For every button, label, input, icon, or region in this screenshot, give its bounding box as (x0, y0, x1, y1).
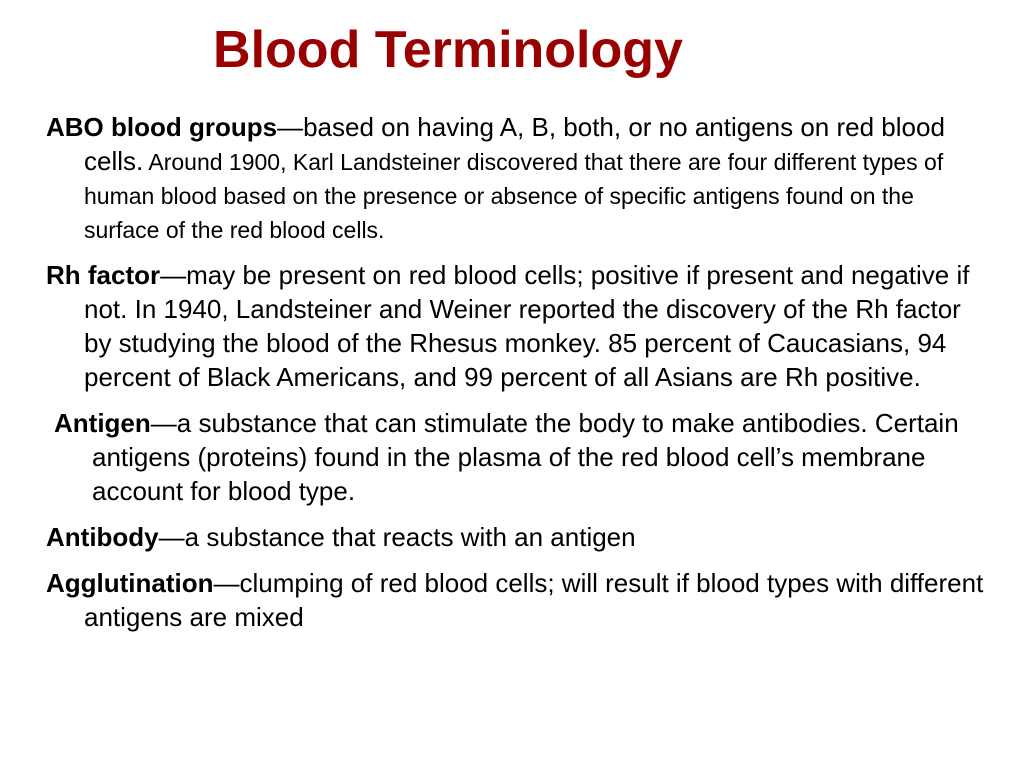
entry-antigen (46, 406, 986, 508)
entry-abo-blood-groups (46, 110, 986, 246)
entry-definition: —based on having A, B, both, or no antigens on red blood cells. (84, 112, 945, 176)
entry-rh-factor (46, 258, 986, 394)
entry-definition: —a substance that reacts with an antigen (158, 522, 636, 552)
terminology-list (46, 110, 986, 646)
entry-term: Antibody (46, 522, 159, 552)
entry-term: ABO blood groups (46, 112, 278, 142)
slide-title: Blood Terminology (213, 21, 683, 79)
entry-definition: —may be present on red blood cells; positive if present and negative if not. In 1940, Landsteiner and Weiner reported the discovery of the Rh factor by studying the blood of the Rhesus monkey. 85 percent of Caucasians, 94 percent of Black Americans, and 99 percent of all Asians are Rh positive. (84, 260, 970, 392)
entry-antibody (46, 520, 986, 554)
entry-term: Antigen (54, 408, 151, 438)
entry-definition: —clumping of red blood cells; will result if blood types with different antigens are mixed (84, 568, 984, 632)
entry-note: Around 1900, Karl Landsteiner discovered that there are four different types of human blood based on the presence or absence of specific antigens found on the surface of the red blood cells. (84, 149, 944, 243)
entry-term: Agglutination (46, 568, 214, 598)
entry-definition: —a substance that can stimulate the body to make antibodies. Certain antigens (proteins) found in the plasma of the red blood cell’s membrane account for blood type. (92, 408, 959, 506)
entry-agglutination (46, 566, 986, 634)
entry-term: Rh factor (46, 260, 161, 290)
